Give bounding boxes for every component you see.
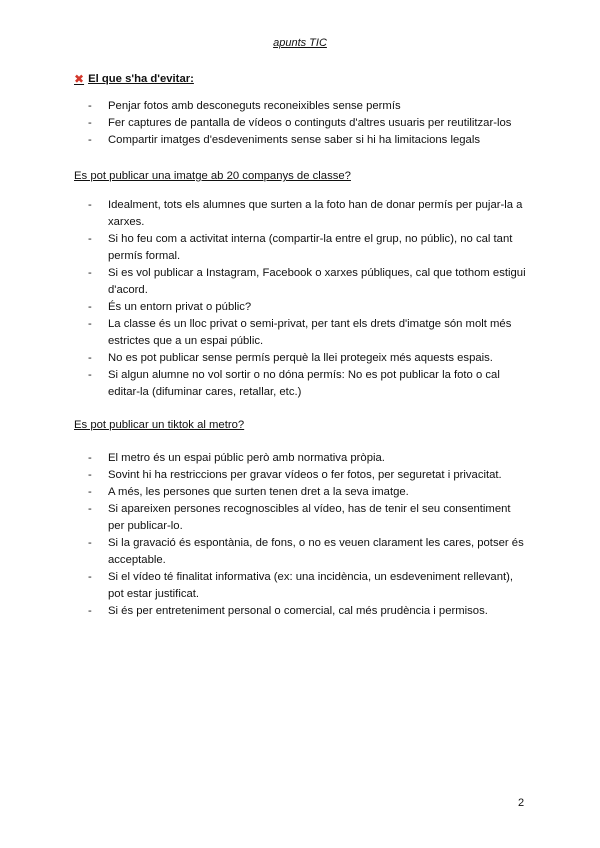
list-item xyxy=(88,98,528,115)
question2-list xyxy=(88,450,528,620)
bullet-dash: - xyxy=(88,199,92,211)
list-item-text: El metro és un espai públic però amb normativa pròpia. xyxy=(108,452,385,464)
list-item xyxy=(88,603,528,620)
bullet-dash: - xyxy=(88,486,92,498)
list-item xyxy=(88,367,528,401)
bullet-dash: - xyxy=(88,318,92,330)
bullet-dash: - xyxy=(88,537,92,549)
list-item xyxy=(88,350,528,367)
list-item-text: Sovint hi ha restriccions per gravar vídeos o fer fotos, per seguretat i privacitat. xyxy=(108,469,502,481)
list-item-text: És un entorn privat o públic? xyxy=(108,301,252,313)
bullet-dash: - xyxy=(88,452,92,464)
list-item xyxy=(88,569,528,603)
list-item-text: Si el vídeo té finalitat informativa (ex: una incidència, un esdeveniment rellevant), pot estar justificat. xyxy=(108,571,514,600)
bullet-dash: - xyxy=(88,571,92,583)
list-item xyxy=(88,299,528,316)
list-item xyxy=(88,535,528,569)
page-number: 2 xyxy=(518,797,525,809)
question1-list xyxy=(88,197,528,401)
cross-mark-icon: ✖ xyxy=(74,72,85,86)
question2-heading: Es pot publicar un tiktok al metro? xyxy=(74,419,245,431)
list-item-text: Si és per entreteniment personal o comercial, cal més prudència i permisos. xyxy=(108,605,488,617)
avoid-list xyxy=(88,98,528,149)
list-item xyxy=(88,484,528,501)
list-item xyxy=(88,231,528,265)
list-item xyxy=(88,132,528,149)
list-item-text: A més, les persones que surten tenen dret a la seva imatge. xyxy=(108,486,409,498)
bullet-dash: - xyxy=(88,100,92,112)
list-item-text: Si apareixen persones recognoscibles al vídeo, has de tenir el seu consentiment per publicar-lo. xyxy=(108,503,511,532)
list-item-text: Si ho feu com a activitat interna (compartir-la entre el grup, no públic), no cal tant permís formal. xyxy=(108,233,513,262)
list-item-text: Penjar fotos amb desconeguts reconeixibles sense permís xyxy=(108,100,401,112)
list-item-text: Fer captures de pantalla de vídeos o continguts d'altres usuaris per reutilitzar-los xyxy=(108,117,512,129)
bullet-dash: - xyxy=(88,117,92,129)
list-item-text: Si algun alumne no vol sortir o no dóna permís: No es pot publicar la foto o cal editar-la (difuminar cares, retallar, etc.) xyxy=(108,369,500,398)
bullet-dash: - xyxy=(88,352,92,364)
list-item-text: Si la gravació és espontània, de fons, o no es veuen clarament les cares, potser és acceptable. xyxy=(108,537,524,566)
list-item xyxy=(88,450,528,467)
avoid-heading xyxy=(74,72,194,86)
list-item-text: Idealment, tots els alumnes que surten a la foto han de donar permís per pujar-la a xarxes. xyxy=(108,199,523,228)
list-item-text: No es pot publicar sense permís perquè la llei protegeix més aquests espais. xyxy=(108,352,493,364)
bullet-dash: - xyxy=(88,233,92,245)
bullet-dash: - xyxy=(88,469,92,481)
list-item-text: Si es vol publicar a Instagram, Facebook o xarxes públiques, cal que tothom estigui d'acord. xyxy=(108,267,526,296)
list-item xyxy=(88,115,528,132)
bullet-dash: - xyxy=(88,369,92,381)
list-item xyxy=(88,316,528,350)
bullet-dash: - xyxy=(88,503,92,515)
bullet-dash: - xyxy=(88,267,92,279)
question1-heading: Es pot publicar una imatge ab 20 companys de classe? xyxy=(74,170,351,182)
bullet-dash: - xyxy=(88,605,92,617)
list-item xyxy=(88,467,528,484)
page-header-title: apunts TIC xyxy=(273,37,327,49)
list-item xyxy=(88,197,528,231)
list-item-text: Compartir imatges d'esdeveniments sense saber si hi ha limitacions legals xyxy=(108,134,480,146)
list-item-text: La classe és un lloc privat o semi-privat, per tant els drets d'imatge són molt més estrictes que a un espai públic. xyxy=(108,318,512,347)
bullet-dash: - xyxy=(88,134,92,146)
avoid-heading-text: El que s'ha d'evitar: xyxy=(88,73,194,85)
list-item xyxy=(88,501,528,535)
bullet-dash: - xyxy=(88,301,92,313)
list-item xyxy=(88,265,528,299)
